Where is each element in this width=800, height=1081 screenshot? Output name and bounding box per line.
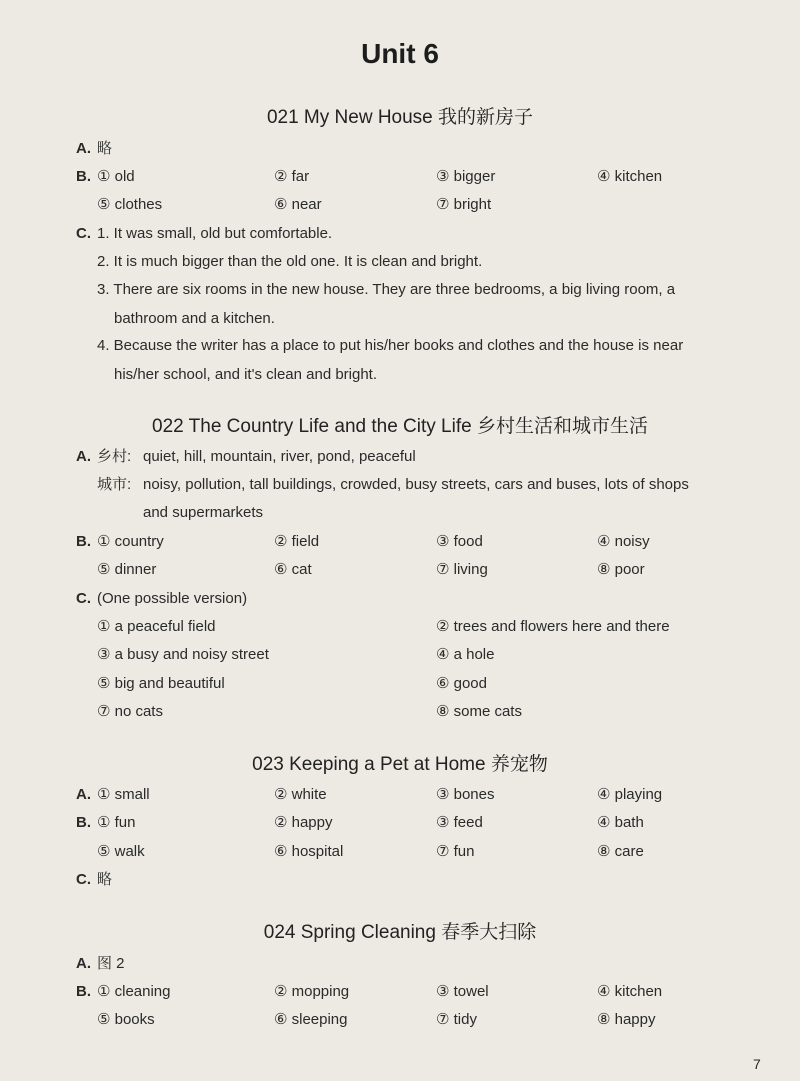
answer-item: ⑦ living [436,561,488,578]
answer-item: ② trees and flowers here and there [436,618,670,635]
answer-item: ① fun [97,814,136,831]
s023-b-row2 [0,841,800,863]
s021-c-line3b [0,308,800,330]
answer-item: ④ kitchen [597,168,663,185]
answer-text: quiet, hill, mountain, river, pond, peaceful [143,448,416,465]
s022-a-city2 [0,502,800,524]
answer-item: ③ a busy and noisy street [97,646,269,663]
answer-item: ⑦ bright [436,196,492,213]
answer-item: ② field [274,533,320,550]
answer-item: ① old [97,168,135,185]
answer-item: ⑥ cat [274,561,312,578]
answer-item: ① country [97,533,164,550]
answer-item: ⑤ books [97,1011,155,1028]
answer-item: ⑤ dinner [97,561,157,578]
s021-c-line4 [0,335,800,357]
s022-a-country [0,446,800,468]
answer-item: ① small [97,786,150,803]
answer-item: ④ a hole [436,646,495,663]
answer-item: ⑧ care [597,843,644,860]
s022-c-intro [0,588,800,610]
label-c: C. [76,871,91,888]
answer-item: ⑧ some cats [436,703,522,720]
s022-b-row1 [0,531,800,553]
s021-c-line1 [0,223,800,245]
s021-c-line3 [0,279,800,301]
answer-text: his/her school, and it's clean and bright. [114,366,378,383]
s024-a-row [0,953,800,975]
section-021-title: 021 My New House 我的新房子 [266,107,534,128]
s022-c-row2 [0,644,800,666]
answer-item: ⑥ sleeping [274,1011,348,1028]
section-023-title: 023 Keeping a Pet at Home 养宠物 [252,754,548,775]
answer-item: ⑦ fun [436,843,475,860]
answer-item: ④ noisy [597,533,650,550]
answer-item: ④ playing [597,786,663,803]
label-b: B. [76,168,91,185]
s022-a-city [0,474,800,496]
answer-text: 图 2 [97,955,125,972]
answer-item: ③ food [436,533,483,550]
answer-item: ② mopping [274,983,350,1000]
s021-b-row2 [0,194,800,216]
answer-item: ⑥ near [274,196,322,213]
answer-text: 略 [97,140,113,157]
label-b: B. [76,983,91,1000]
label-b: B. [76,533,91,550]
label-a: A. [76,448,91,465]
answer-item: ⑥ hospital [274,843,344,860]
city-label: 城市: [97,476,132,493]
answer-text: 3. There are six rooms in the new house. They are three bedrooms, a big living room, a [97,281,676,298]
answer-text: 1. It was small, old but comfortable. [97,225,333,242]
answer-item: ③ bigger [436,168,496,185]
answer-item: ④ bath [597,814,644,831]
answer-text: 4. Because the writer has a place to put his/her books and clothes and the house is near [97,337,684,354]
label-c: C. [76,590,91,607]
answer-text: (One possible version) [97,590,248,607]
answer-item: ⑦ tidy [436,1011,477,1028]
s022-c-row3 [0,673,800,695]
answer-item: ⑤ walk [97,843,145,860]
s023-b-row1 [0,812,800,834]
s022-c-row1 [0,616,800,638]
answer-item: ⑥ good [436,675,487,692]
label-a: A. [76,140,91,157]
answer-text: 2. It is much bigger than the old one. It is clean and bright. [97,253,483,270]
answer-item: ① cleaning [97,983,171,1000]
s024-b-row1 [0,981,800,1003]
s021-b-row1 [0,166,800,188]
s021-c-line4b [0,364,800,386]
page-title: Unit 6 [361,38,439,69]
answer-item: ⑤ big and beautiful [97,675,225,692]
s022-c-row4 [0,701,800,723]
s023-c-row [0,869,800,891]
answer-item: ① a peaceful field [97,618,216,635]
answer-item: ④ kitchen [597,983,663,1000]
country-label: 乡村: [97,448,132,465]
answer-text: bathroom and a kitchen. [114,310,275,327]
section-022-title: 022 The Country Life and the City Life 乡村生活和城市生活 [152,416,648,437]
answer-item: ⑧ happy [597,1011,656,1028]
answer-text: noisy, pollution, tall buildings, crowded, busy streets, cars and buses, lots of shops [143,476,689,493]
s021-c-line2 [0,251,800,273]
answer-text: 略 [97,871,113,888]
answer-item: ② far [274,168,310,185]
answer-item: ③ bones [436,786,495,803]
section-024-title: 024 Spring Cleaning 春季大扫除 [263,922,537,943]
label-c: C. [76,225,91,242]
answer-item: ⑧ poor [597,561,645,578]
s024-b-row2 [0,1009,800,1031]
s023-a-row [0,784,800,806]
answer-item: ② happy [274,814,333,831]
answer-item: ③ feed [436,814,483,831]
answer-item: ⑦ no cats [97,703,163,720]
s022-b-row2 [0,559,800,581]
answer-item: ② white [274,786,327,803]
answer-item: ⑤ clothes [97,196,163,213]
page-number: 7 [753,1056,761,1072]
label-a: A. [76,786,91,803]
answer-item: ③ towel [436,983,489,1000]
label-a: A. [76,955,91,972]
label-b: B. [76,814,91,831]
s021-a-row [0,138,800,160]
answer-text: and supermarkets [143,504,264,521]
